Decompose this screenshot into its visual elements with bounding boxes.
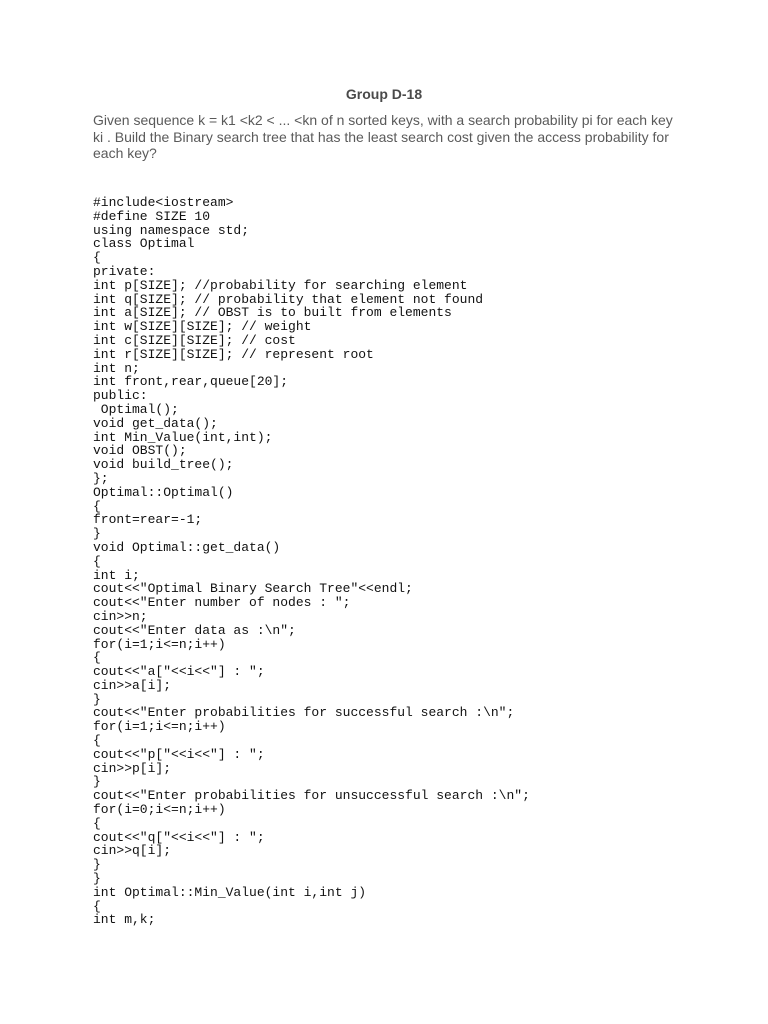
code-line: {: [93, 898, 101, 914]
code-line: cin>>a[i];: [93, 677, 172, 693]
page-title: Group D-18: [345, 86, 423, 102]
code-line: }: [93, 691, 101, 707]
code-line: cout<<"a["<<i<<"] : ";: [93, 664, 265, 680]
code-line: int m,k;: [93, 912, 156, 928]
code-line: {: [93, 650, 101, 666]
code-line: Optimal();: [93, 401, 179, 417]
code-line: int w[SIZE][SIZE]; // weight: [93, 319, 312, 335]
code-line: private:: [93, 263, 156, 279]
code-line: int q[SIZE]; // probability that element not found: [93, 291, 484, 307]
code-line: }: [93, 526, 101, 542]
code-line: int Optimal::Min_Value(int i,int j): [93, 884, 367, 900]
code-line: cout<<"q["<<i<<"] : ";: [93, 829, 265, 845]
code-line: int n;: [93, 360, 140, 376]
code-line: for(i=1;i<=n;i++): [93, 636, 226, 652]
code-line: front=rear=-1;: [93, 512, 203, 528]
code-line: int a[SIZE]; // OBST is to built from elements: [93, 305, 452, 321]
code-line: int Min_Value(int,int);: [93, 429, 273, 445]
code-line: int p[SIZE]; //probability for searching element: [93, 277, 468, 293]
code-line: for(i=0;i<=n;i++): [93, 802, 226, 818]
code-line: void build_tree();: [93, 457, 234, 473]
code-line: {: [93, 815, 101, 831]
code-line: {: [93, 733, 101, 749]
code-line: void Optimal::get_data(): [93, 539, 281, 555]
code-line: cout<<"Enter probabilities for unsuccessful search :\n";: [93, 788, 530, 804]
code-line: }: [93, 774, 101, 790]
code-line: int c[SIZE][SIZE]; // cost: [93, 332, 296, 348]
code-line: cout<<"Optimal Binary Search Tree"<<endl;: [93, 581, 413, 597]
code-line: {: [93, 250, 101, 266]
code-line: }: [93, 871, 101, 887]
code-line: {: [93, 553, 101, 569]
code-line: Optimal::Optimal(): [93, 484, 234, 500]
code-line: int i;: [93, 567, 140, 583]
code-line: cout<<"Enter number of nodes : ";: [93, 595, 351, 611]
code-line: int r[SIZE][SIZE]; // represent root: [93, 346, 374, 362]
code-line: void OBST();: [93, 443, 187, 459]
code-line: cout<<"Enter probabilities for successful search :\n";: [93, 705, 515, 721]
code-block: [93, 196, 753, 927]
intro-paragraph: Given sequence k = k1 <k2 < ... <kn of n sorted keys, with a search probability pi for each key ki . Build the Binary search tree that has the least search cost given the access probability for each key?: [93, 112, 673, 161]
code-line: void get_data();: [93, 415, 218, 431]
code-line: for(i=1;i<=n;i++): [93, 719, 226, 735]
code-line: cin>>q[i];: [93, 843, 172, 859]
code-line: };: [93, 470, 109, 486]
code-line: cin>>p[i];: [93, 760, 172, 776]
code-line: using namespace std;: [93, 222, 250, 238]
code-line: }: [93, 857, 101, 873]
code-line: #include<iostream>: [93, 195, 234, 210]
code-line: int front,rear,queue[20];: [93, 374, 289, 390]
code-line: cout<<"Enter data as :\n";: [93, 622, 296, 638]
code-line: public:: [93, 388, 148, 404]
code-line: #define SIZE 10: [93, 208, 211, 224]
code-line: cout<<"p["<<i<<"] : ";: [93, 746, 265, 762]
code-line: cin>>n;: [93, 608, 148, 624]
code-line: class Optimal: [93, 236, 195, 252]
code-line: {: [93, 498, 101, 514]
